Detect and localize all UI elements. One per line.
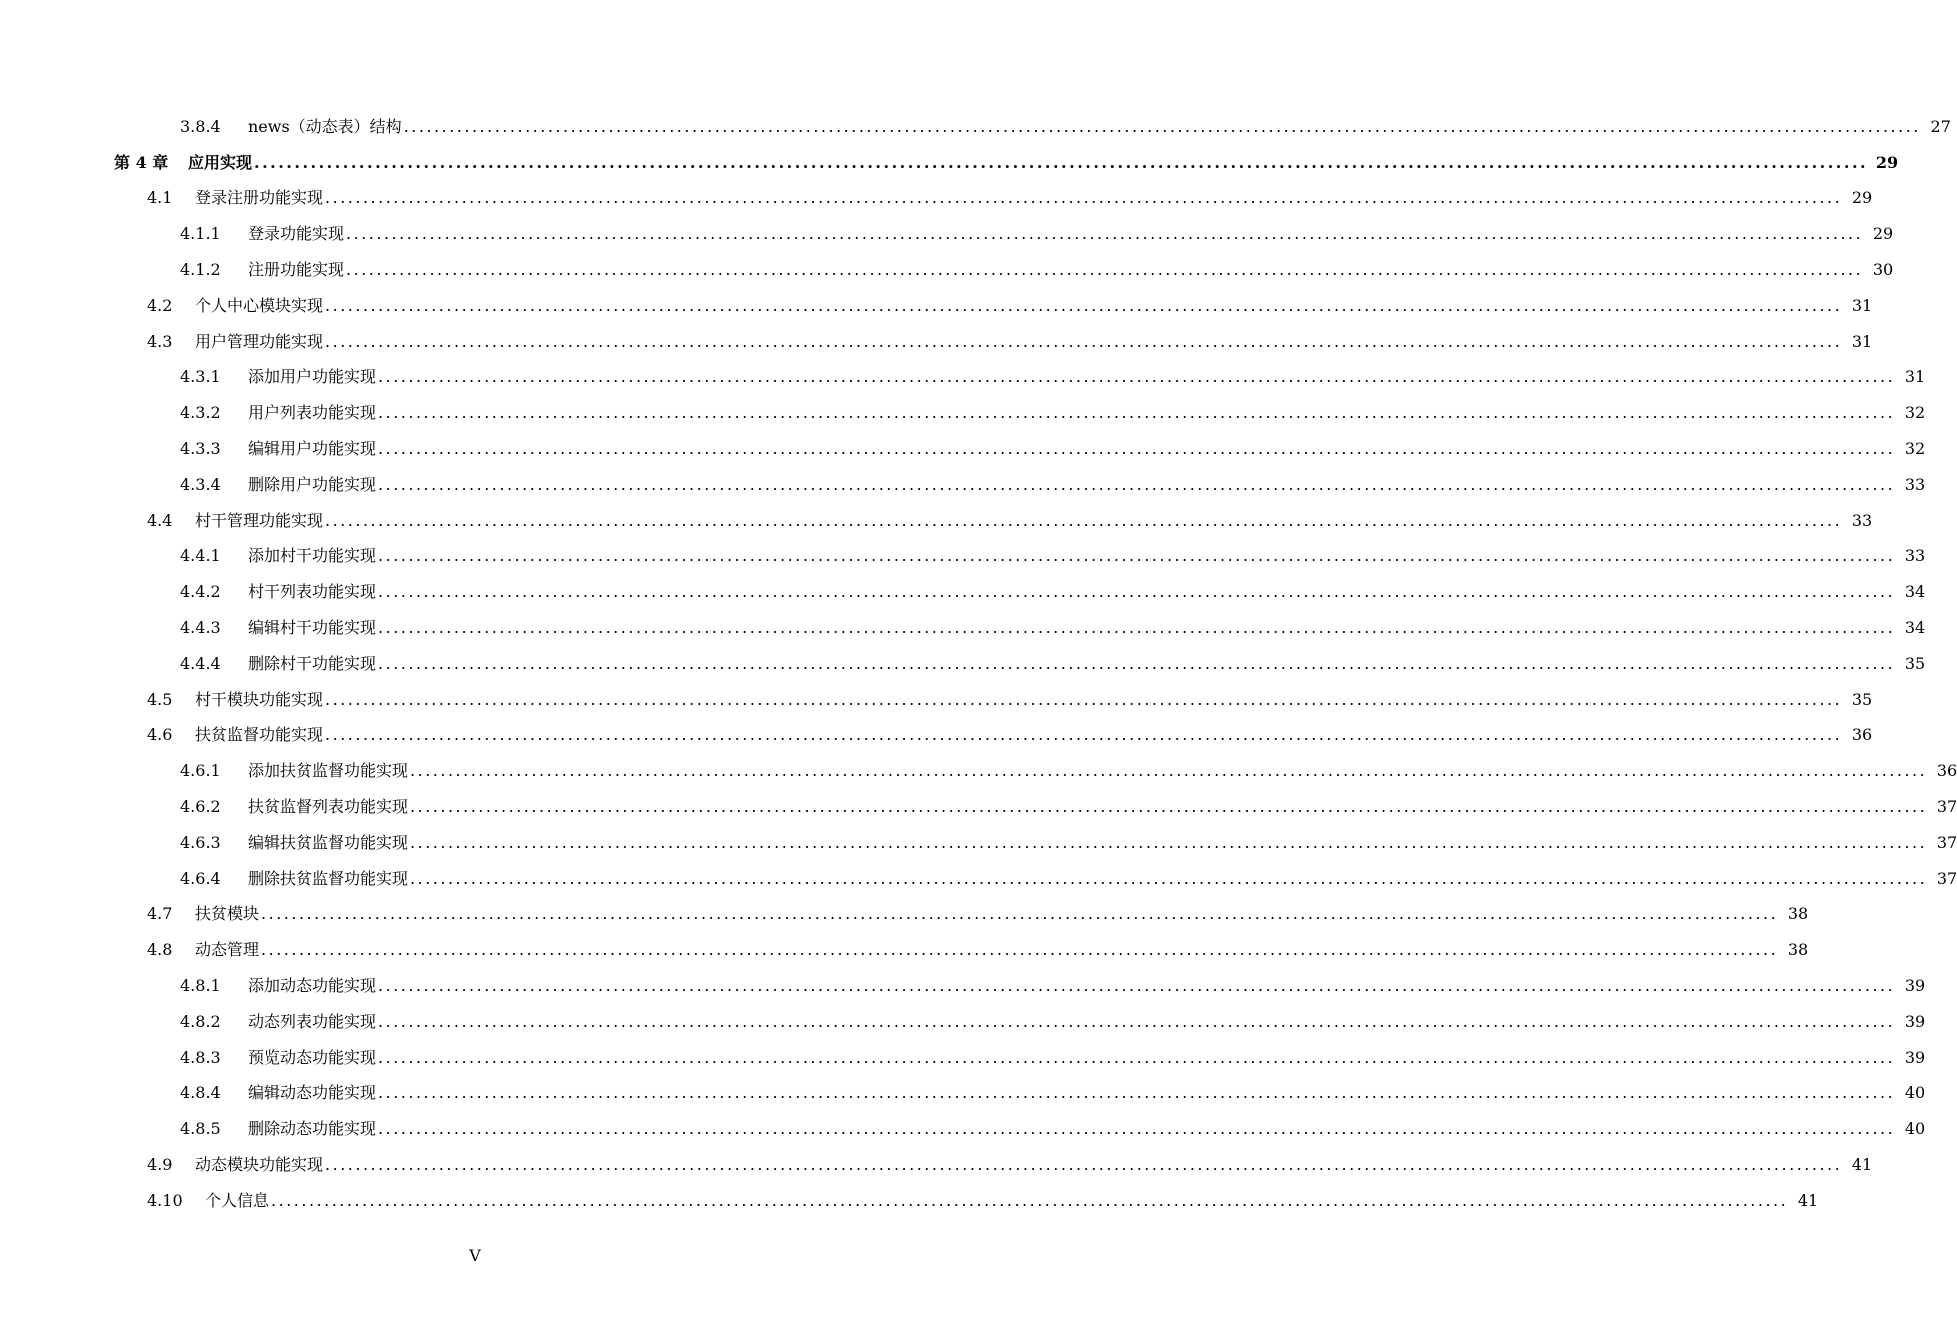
toc-entry-page-number: 30 bbox=[1872, 260, 1894, 280]
toc-entry-title: 删除用户功能实现 bbox=[248, 474, 377, 494]
toc-entry-page-number: 39 bbox=[1904, 1011, 1926, 1031]
toc-entry[interactable] bbox=[0, 968, 1926, 1004]
toc-entry-page-number: 31 bbox=[1904, 367, 1926, 387]
toc-entry[interactable] bbox=[0, 932, 1809, 968]
toc-dot-leader: ........................................................................................................................................................................................................ bbox=[410, 797, 1928, 817]
toc-entry-number: 4.4.4 bbox=[180, 653, 221, 673]
toc-dot-leader: ........................................................................................................................................................................................................ bbox=[261, 940, 1779, 960]
toc-entry-title: 编辑扶贫监督功能实现 bbox=[248, 832, 409, 852]
toc-entry-number: 4.8.1 bbox=[180, 976, 221, 996]
toc-entry[interactable] bbox=[0, 1147, 1873, 1183]
toc-entry-number: 4.6.1 bbox=[180, 761, 221, 781]
toc-dot-leader: ........................................................................................................................................................................................................ bbox=[378, 439, 1896, 459]
toc-entry-page-number: 29 bbox=[1872, 224, 1894, 244]
toc-entry-title: 添加用户功能实现 bbox=[248, 367, 377, 387]
toc-entry-title: 编辑村干功能实现 bbox=[248, 618, 377, 638]
toc-entry-number: 4.3.1 bbox=[180, 367, 221, 387]
toc-entry-page-number: 31 bbox=[1851, 331, 1873, 351]
toc-entry[interactable] bbox=[0, 324, 1873, 360]
page-footer-number: V bbox=[469, 1246, 481, 1265]
toc-dot-leader: ........................................................................................................................................................................................................ bbox=[325, 331, 1843, 351]
toc-dot-leader: ........................................................................................................................................................................................................ bbox=[378, 546, 1896, 566]
toc-entry-number: 4.8 bbox=[147, 940, 173, 960]
toc-entry-page-number: 38 bbox=[1787, 940, 1809, 960]
toc-entry-number: 4.6 bbox=[147, 725, 173, 745]
toc-entry-title: 用户列表功能实现 bbox=[248, 403, 377, 423]
toc-entry-title: 添加扶贫监督功能实现 bbox=[248, 761, 409, 781]
toc-entry-title: 注册功能实现 bbox=[248, 260, 345, 280]
toc-dot-leader: ........................................................................................................................................................................................................ bbox=[378, 1119, 1896, 1139]
toc-entry-page-number: 33 bbox=[1904, 546, 1926, 566]
toc-entry-number: 4.1.1 bbox=[180, 224, 221, 244]
toc-entry-number: 4.4 bbox=[147, 510, 173, 530]
toc-dot-leader: ........................................................................................................................................................................................................ bbox=[325, 1155, 1843, 1174]
toc-dot-leader: ........................................................................................................................................................................................................ bbox=[403, 116, 1921, 136]
toc-dot-leader: ........................................................................................................................................................................................................ bbox=[378, 618, 1896, 638]
toc-dot-leader: ........................................................................................................................................................................................................ bbox=[378, 1011, 1896, 1031]
toc-entry-page-number: 32 bbox=[1904, 439, 1926, 459]
toc-entry-page-number: 31 bbox=[1851, 295, 1873, 315]
toc-entry-page-number: 40 bbox=[1904, 1119, 1926, 1139]
toc-entry-page-number: 35 bbox=[1851, 689, 1873, 709]
toc-dot-leader: ........................................................................................................................................................................................................ bbox=[378, 1083, 1896, 1103]
toc-entry[interactable] bbox=[0, 503, 1873, 539]
toc-entry-number: 4.3 bbox=[147, 331, 173, 351]
toc-dot-leader: ........................................................................................................................................................................................................ bbox=[378, 474, 1896, 494]
toc-entry[interactable] bbox=[0, 109, 1951, 145]
table-of-contents bbox=[0, 109, 1957, 1219]
toc-entry-title: 村干列表功能实现 bbox=[248, 582, 377, 602]
toc-entry-page-number: 37 bbox=[1936, 832, 1957, 852]
toc-dot-leader: ........................................................................................................................................................................................................ bbox=[410, 832, 1928, 852]
toc-entry-title: 个人中心模块实现 bbox=[195, 295, 324, 315]
toc-entry-page-number: 41 bbox=[1851, 1155, 1873, 1174]
toc-entry-title: 删除动态功能实现 bbox=[248, 1119, 377, 1139]
toc-entry-number: 4.4.2 bbox=[180, 582, 221, 602]
toc-entry-number: 4.5 bbox=[147, 689, 173, 709]
toc-entry[interactable] bbox=[0, 825, 1957, 861]
toc-entry-page-number: 34 bbox=[1904, 582, 1926, 602]
toc-entry-number: 4.8.3 bbox=[180, 1047, 221, 1067]
toc-dot-leader: ........................................................................................................................................................................................................ bbox=[325, 725, 1843, 745]
toc-entry-number: 4.8.2 bbox=[180, 1011, 221, 1031]
toc-entry-page-number: 37 bbox=[1936, 868, 1957, 888]
toc-entry-number: 4.10 bbox=[147, 1190, 183, 1210]
toc-entry-page-number: 39 bbox=[1904, 976, 1926, 996]
toc-entry-page-number: 38 bbox=[1787, 904, 1809, 924]
toc-entry-page-number: 36 bbox=[1851, 725, 1873, 745]
toc-entry-number: 4.6.3 bbox=[180, 832, 221, 852]
toc-dot-leader: ........................................................................................................................................................................................................ bbox=[346, 260, 1864, 280]
toc-entry-title: 添加动态功能实现 bbox=[248, 976, 377, 996]
toc-dot-leader: ........................................................................................................................................................................................................ bbox=[254, 152, 1869, 172]
toc-entry[interactable] bbox=[0, 574, 1926, 610]
toc-entry[interactable] bbox=[0, 1183, 1819, 1219]
toc-entry-number: 4.1 bbox=[147, 188, 173, 208]
toc-entry-title: 编辑用户功能实现 bbox=[248, 439, 377, 459]
toc-entry[interactable] bbox=[0, 753, 1957, 789]
toc-entry-page-number: 36 bbox=[1936, 761, 1957, 781]
toc-entry-page-number: 41 bbox=[1797, 1190, 1819, 1210]
toc-entry[interactable] bbox=[0, 789, 1957, 825]
toc-entry-page-number: 27 bbox=[1930, 116, 1951, 136]
toc-entry-number: 4.2 bbox=[147, 295, 173, 315]
toc-entry-title: 扶贫监督功能实现 bbox=[195, 725, 324, 745]
toc-entry[interactable] bbox=[0, 288, 1873, 324]
toc-dot-leader: ........................................................................................................................................................................................................ bbox=[261, 904, 1779, 924]
toc-entry-number: 4.3.4 bbox=[180, 474, 221, 494]
toc-dot-leader: ........................................................................................................................................................................................................ bbox=[325, 689, 1843, 709]
toc-entry-number: 4.9 bbox=[147, 1155, 173, 1174]
toc-entry-number: 4.3.2 bbox=[180, 403, 221, 423]
toc-entry-title: 动态模块功能实现 bbox=[195, 1155, 324, 1174]
toc-entry-title: 扶贫模块 bbox=[195, 904, 260, 924]
toc-dot-leader: ........................................................................................................................................................................................................ bbox=[378, 403, 1896, 423]
toc-entry-number: 3.8.4 bbox=[180, 116, 221, 136]
toc-entry[interactable] bbox=[0, 1004, 1926, 1040]
toc-entry[interactable] bbox=[0, 646, 1926, 682]
toc-entry-title: 登录注册功能实现 bbox=[195, 188, 324, 208]
toc-dot-leader: ........................................................................................................................................................................................................ bbox=[271, 1190, 1789, 1210]
toc-dot-leader: ........................................................................................................................................................................................................ bbox=[378, 653, 1896, 673]
toc-entry[interactable] bbox=[0, 610, 1926, 646]
toc-entry-page-number: 37 bbox=[1936, 797, 1957, 817]
toc-entry[interactable] bbox=[0, 395, 1926, 431]
toc-entry-number: 4.6.4 bbox=[180, 868, 221, 888]
toc-entry[interactable] bbox=[0, 181, 1873, 217]
toc-entry-number: 4.4.1 bbox=[180, 546, 221, 566]
toc-entry-page-number: 32 bbox=[1904, 403, 1926, 423]
toc-entry[interactable] bbox=[0, 1076, 1926, 1112]
toc-dot-leader: ........................................................................................................................................................................................................ bbox=[325, 188, 1843, 208]
toc-entry-page-number: 29 bbox=[1851, 188, 1873, 208]
toc-dot-leader: ........................................................................................................................................................................................................ bbox=[378, 976, 1896, 996]
toc-entry-title: news（动态表）结构 bbox=[248, 116, 402, 136]
toc-entry-number: 第 4 章 bbox=[114, 152, 169, 172]
toc-entry[interactable] bbox=[0, 360, 1926, 396]
toc-entry-number: 4.8.5 bbox=[180, 1119, 221, 1139]
toc-entry[interactable] bbox=[0, 897, 1809, 933]
toc-entry-title: 登录功能实现 bbox=[248, 224, 345, 244]
toc-entry-title: 个人信息 bbox=[205, 1190, 270, 1210]
toc-entry-number: 4.4.3 bbox=[180, 618, 221, 638]
toc-entry[interactable] bbox=[0, 682, 1873, 718]
toc-entry[interactable] bbox=[0, 145, 1899, 181]
toc-entry-title: 应用实现 bbox=[188, 152, 253, 172]
toc-dot-leader: ........................................................................................................................................................................................................ bbox=[410, 761, 1928, 781]
toc-entry-number: 4.8.4 bbox=[180, 1083, 221, 1103]
toc-entry-title: 用户管理功能实现 bbox=[195, 331, 324, 351]
toc-dot-leader: ........................................................................................................................................................................................................ bbox=[378, 1047, 1896, 1067]
toc-entry[interactable] bbox=[0, 861, 1957, 897]
toc-dot-leader: ........................................................................................................................................................................................................ bbox=[378, 367, 1896, 387]
toc-entry-page-number: 40 bbox=[1904, 1083, 1926, 1103]
toc-entry[interactable] bbox=[0, 467, 1926, 503]
toc-entry-title: 编辑动态功能实现 bbox=[248, 1083, 377, 1103]
toc-entry-title: 村干模块功能实现 bbox=[195, 689, 324, 709]
toc-entry[interactable] bbox=[0, 431, 1926, 467]
toc-entry-title: 预览动态功能实现 bbox=[248, 1047, 377, 1067]
toc-entry[interactable] bbox=[0, 252, 1894, 288]
toc-entry[interactable] bbox=[0, 1111, 1926, 1147]
toc-entry[interactable] bbox=[0, 718, 1873, 754]
toc-entry[interactable] bbox=[0, 539, 1926, 575]
toc-entry-page-number: 33 bbox=[1851, 510, 1873, 530]
toc-dot-leader: ........................................................................................................................................................................................................ bbox=[378, 582, 1896, 602]
toc-entry-title: 村干管理功能实现 bbox=[195, 510, 324, 530]
toc-entry-title: 删除村干功能实现 bbox=[248, 653, 377, 673]
toc-entry-title: 动态管理 bbox=[195, 940, 260, 960]
toc-entry-page-number: 29 bbox=[1875, 152, 1899, 172]
toc-entry-number: 4.3.3 bbox=[180, 439, 221, 459]
toc-entry-page-number: 35 bbox=[1904, 653, 1926, 673]
toc-entry-number: 4.7 bbox=[147, 904, 173, 924]
toc-entry[interactable] bbox=[0, 216, 1894, 252]
toc-entry-number: 4.6.2 bbox=[180, 797, 221, 817]
toc-entry-number: 4.1.2 bbox=[180, 260, 221, 280]
toc-entry[interactable] bbox=[0, 1040, 1926, 1076]
toc-entry-page-number: 39 bbox=[1904, 1047, 1926, 1067]
toc-entry-title: 删除扶贫监督功能实现 bbox=[248, 868, 409, 888]
toc-dot-leader: ........................................................................................................................................................................................................ bbox=[325, 295, 1843, 315]
toc-dot-leader: ........................................................................................................................................................................................................ bbox=[410, 868, 1928, 888]
toc-entry-title: 扶贫监督列表功能实现 bbox=[248, 797, 409, 817]
toc-entry-page-number: 34 bbox=[1904, 618, 1926, 638]
toc-entry-title: 添加村干功能实现 bbox=[248, 546, 377, 566]
toc-entry-title: 动态列表功能实现 bbox=[248, 1011, 377, 1031]
toc-dot-leader: ........................................................................................................................................................................................................ bbox=[346, 224, 1864, 244]
toc-dot-leader: ........................................................................................................................................................................................................ bbox=[325, 510, 1843, 530]
toc-entry-page-number: 33 bbox=[1904, 474, 1926, 494]
